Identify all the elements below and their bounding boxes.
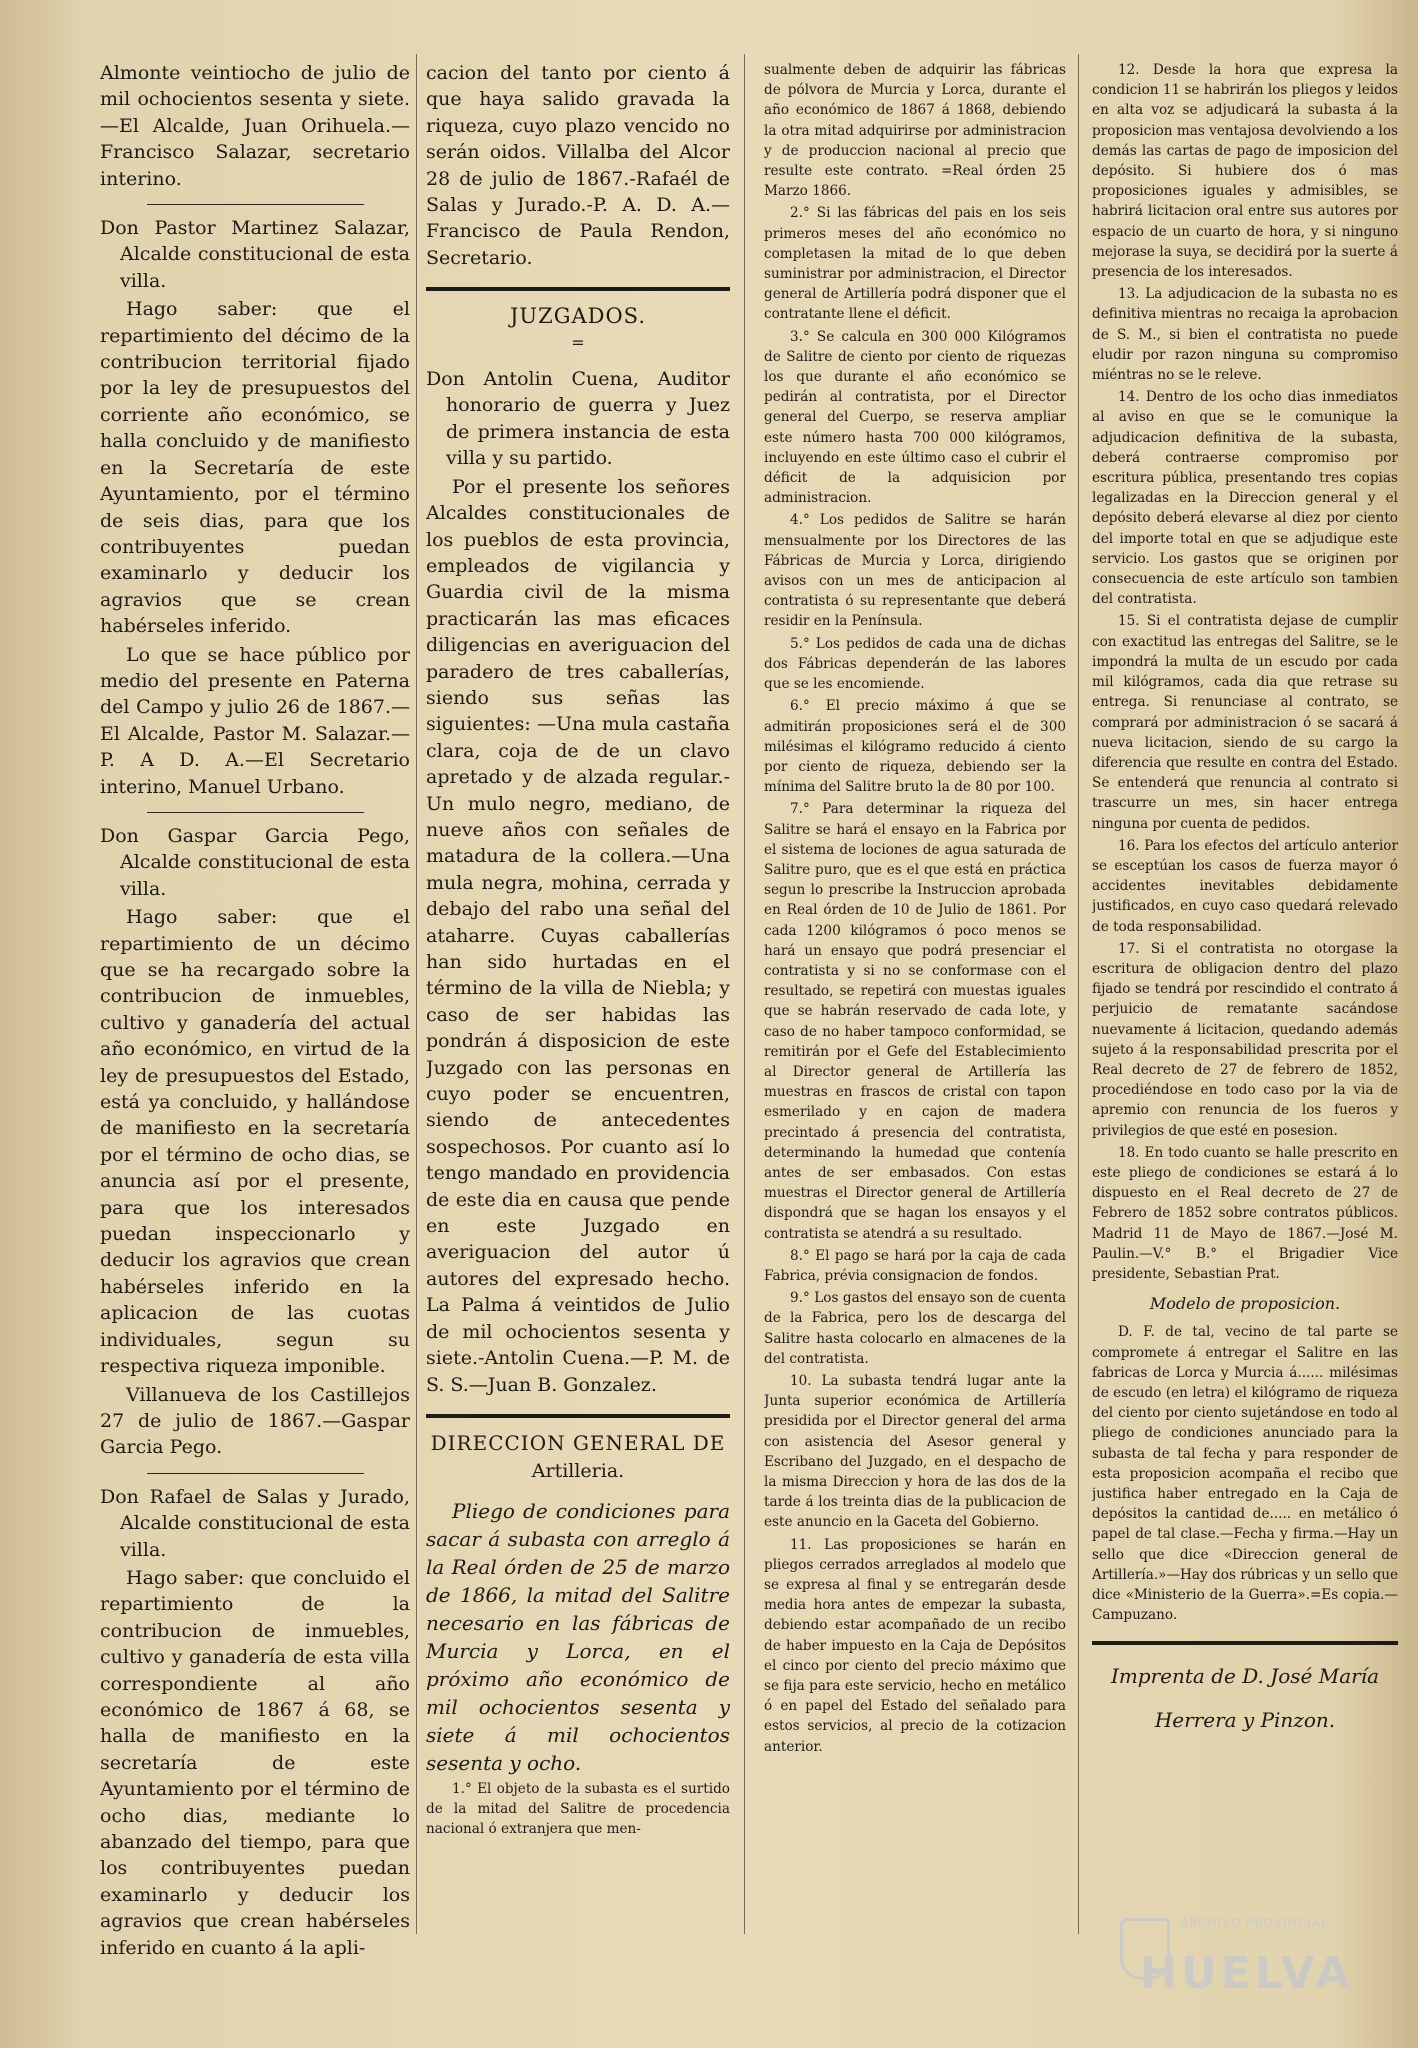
condition-4: 4.° Los pedidos de Salitre se harán mensualmente por los Directores de las Fábricas de Murcia y Lorca, dirigiendo avisos con un mes de anticipacion al contratista ó su representante que deberá residir en la Península. <box>764 512 1066 630</box>
imprenta-line-1: Imprenta de D. José María <box>1110 1664 1380 1689</box>
almonte-closing: Almonte veintiocho de julio de mil ochocientos sesenta y siete.—El Alcalde, Juan Orihuela.—Francisco Salazar, secretario interino. <box>100 62 410 190</box>
notice-paragraph: Hago saber: que el repartimiento de un décimo que se ha recargado sobre la contribucion de inmuebles, cultivo y ganadería del actual año económico, en virtud de la ley de presupuestos del Estado, está ya concluido, y hallándose de manifiesto en la secretaría por el término de ocho dias, se anuncia así por el presente, para que los interesados puedan inspeccionarlo y deducir los agravios que crean habérseles inferido en la aplicacion de las cuotas individuales, segun su respectiva riqueza imponible. <box>100 906 410 1378</box>
condition-3: 3.° Se calcula en 300 000 Kilógramos de Salitre de ciento por ciento de riquezas los que durante el año económico se pedirán al contratista, por el Director general del Cuerpo, se reserva ampliar este número hasta 700 000 kilógramos, incluyendo en este último caso el cubrir el déficit de la adquisicion por administracion. <box>764 328 1066 507</box>
juzgado-paragraph: Por el presente los señores Alcaldes constitucionales de los pueblos de esta provincia, empleados de vigilancia y Guardia civil de la misma practicarán las mas eficaces diligencias en averiguacion del paradero de tres caballerías, siendo sus señas las siguientes: —Una mula castaña clara, coja de de un clavo apretado y de alzada regular.-Un mulo negro, mediano, de nueve años con señales de matadura de la collera.—Una mula negra, mohina, cerrada y debajo del rabo una señal del ataharre. Cuyas caballerías han sido hurtadas en el término de la villa de Niebla; y caso de ser habidas las pondrán á disposicion de este Juzgado con las personas en cuyo poder se encuentren, siendo de antecedentes sospechosos. Por cuanto así lo tengo mandado en providencia de este dia en causa que pende en este Juzgado en averiguacion del autor ú autores del expresado hecho. La Palma á veintidos de Julio de mil ochocientos sesenta y siete.-Antolin Cuena.—P. M. de S. S.—Juan B. Gonzalez. <box>426 475 730 1396</box>
condition-10: 10. La subasta tendrá lugar ante la Junta superior económica de Artillería presidida por el Director general del arma con asistencia del Asesor general y Escribano del Juzgado, en el despacho de la misma Direccion y hora de las dos de la tarde á los treinta dias de la publicacion de este anuncio en la Gaceta del Gobierno. <box>764 1373 1066 1531</box>
section-heading-juzgados: JUZGADOS. <box>509 304 646 329</box>
column-rule <box>1078 54 1079 1934</box>
column-1 <box>100 60 410 1963</box>
condition-8: 8.° El pago se hará por la caja de cada Fabrica, prévia consignacion de fondos. <box>764 1247 1066 1284</box>
section-rule <box>426 1414 730 1418</box>
condition-6: 6.° El precio máximo á que se admitirán proposiciones será el de 300 milésimas el kilógramo reducido á ciento por ciento de riqueza, debiendo ser la mínima del Salitre bruto la de 80 por 100. <box>764 698 1066 796</box>
section-rule <box>1092 1641 1398 1645</box>
condition-11: 11. Las proposiciones se harán en pliegos cerrados arreglados al modelo que se expresa al final y se entregarán desde media hora antes de empezar la subasta, debiendo estar acompañado de un recibo de haber impuesto en la Caja de Depósitos el cinco por ciento del precio máximo que se fija para este servicio, hecho en metálico ó en papel del Estado del señalado para estos servicios, al precio de la cotizacion anterior. <box>764 1536 1066 1755</box>
separator <box>147 204 364 205</box>
section-rule <box>426 287 730 291</box>
condition-1: 1.° El objeto de la subasta es el surtido de la mitad del Salitre de procedencia nacional ó extranjera que men- <box>426 1780 730 1838</box>
heading-ornament: = <box>571 332 585 352</box>
villalba-notice-continued: cacion del tanto por ciento á que haya salido gravada la riqueza, cuyo plazo vencido no serán oidos. Villalba del Alcor 28 de julio de 1867.-Rafaél de Salas y Jurado.-P. A. D. A.—Francisco de Paula Rendon, Secretario. <box>426 62 730 269</box>
condition-12: 12. Desde la hora que expresa la condicion 11 se habrirán los pliegos y leidos en alta voz se adjudicará la subasta á la proposicion mas ventajosa devolviendo a los demás las cartas de pago de imposicion del depósito. Si hubiere dos ó mas proposiciones iguales y admisibles, se habrirá licitacion oral entre sus autores por espacio de un cuarto de hora, y si ninguno mejorase la suya, se decidirá por la suerte á presencia de los interesados. <box>1092 62 1398 281</box>
column-rule <box>416 54 417 1934</box>
archive-watermark <box>1120 1908 1370 2018</box>
shield-icon <box>1120 1918 1170 1980</box>
condition-17: 17. Si el contratista no otorgase la escritura de obligacion dentro del plazo fijado se tendrá por rescindido el contrato á perjuicio de rematante sacándose nuevamente á licitacion, quedando además sujeto á la responsabilidad prescrita por el Real decreto de 27 de febrero de 1852, procediéndose en todo caso por la via de apremio con renuncia de los fueros y privilegios de que esté en posesion. <box>1092 940 1398 1139</box>
section-heading-direccion: DIRECCION GENERAL DE <box>430 1430 726 1455</box>
notice-paragraph: Hago saber: que el repartimiento del décimo de la contribucion territorial fijado por la ley de presupuestos del corriente año económico, se halla concluido y de manifiesto en la Secretaría de este Ayuntamiento, por el término de seis dias, para que los contribuyentes puedan examinarlo y deducir los agravios que se crean habérseles inferido. <box>100 298 410 638</box>
modelo-heading: Modelo de proposicion. <box>1149 1294 1341 1314</box>
column-4 <box>1092 60 1398 1739</box>
section-subheading-artilleria: Artilleria. <box>531 1460 625 1483</box>
condition-13: 13. La adjudicacion de la subasta no es definitiva mientras no recaiga la aprobacion de S. M., si bien el contratista no puede eludir por razon ninguna su compromiso miéntras no se le releve. <box>1092 286 1398 384</box>
notice-paragraph: Hago saber: que concluido el repartimiento de la contribucion de inmuebles, cultivo y ganadería de esta villa correspondiente al año económico de 1867 á 68, se halla de manifiesto en la secretaría de este Ayuntamiento por el término de ocho dias, mediante lo abanzado del tiempo, para que los contribuyentes puedan examinarlo y deducir los agravios que crean habérseles inferido en cuanto á la apli- <box>100 1566 410 1959</box>
notice-heading: Don Gaspar Garcia Pego, Alcalde constitucional de esta villa. <box>100 824 410 900</box>
condition-14: 14. Dentro de los ocho dias inmediatos al aviso en que se le comunique la adjudicacion definitiva de la subasta, deberá contraerse compromiso por escritura pública, presentando tres copias legalizadas en la Direccion general y el depósito deberá elevarse al diez por ciento del importe total en que se adjudique este servicio. Los gastos que se originen por consecuencia de este artículo son tambien del contratista. <box>1092 389 1398 608</box>
column-2 <box>426 60 730 1841</box>
condition-16: 16. Para los efectos del artículo anterior se esceptúan los casos de fuerza mayor ó accidentes inevitables debidamente justificados, en cuyo caso quedará relevado de toda responsabilidad. <box>1092 837 1398 935</box>
condition-18: 18. En todo cuanto se halle prescrito en este pliego de condiciones se estará á lo dispuesto en el Real decreto de 27 de Febrero de 1852 sobre contratos públicos. Madrid 11 de Mayo de 1867.—José M. Paulin.—V.° B.° el Brigadier Vice presidente, Sebastian Prat. <box>1092 1144 1398 1282</box>
condition-15: 15. Si el contratista dejase de cumplir con exactitud las entregas del Salitre, se le impondrá la multa de un escudo por cada mil kilógramos, cada dia que retrase su entrega. Si renunciase al contrato, se comprará por administracion ó se sacará á nueva licitacion, siendo de su cargo la diferencia que resulte en contra del Estado. Se entenderá que renuncia al contrato si trascurre un mes, sin hacer entrega ninguna por cuenta de pedidos. <box>1092 613 1398 832</box>
modelo-text: D. F. de tal, vecino de tal parte se compromete á entregar el Salitre en las fabricas de Lorca y Murcia á...... milésimas de escudo (en letra) el kilógramo de riqueza del ciento por ciento sujetándose en todo al pliego de condiciones anunciado para la subasta de tal fecha y para responder de esta proposicion acompaña el recibo que justifica haber entregado en la Caja de depósitos la cantidad de..... en metálico ó papel de tal clase.—Fecha y firma.—Hay un sello que dice «Direccion general de Artillería.»—Hay dos rúbricas y un sello que dice «Ministerio de la Guerra».=Es copia.—Campuzano. <box>1092 1324 1398 1624</box>
watermark-top-text: ARCHIVO PROVINCIAL <box>1180 1916 1329 1930</box>
notice-heading: Don Pastor Martinez Salazar, Alcalde constitucional de esta villa. <box>100 217 410 292</box>
condition-2: 2.° Si las fábricas del pais en los seis primeros meses del año económico no completasen la mitad de lo que deben suministrar por administracion, el Director general de Artillería podrá disponer que el contratante llene el déficit. <box>764 205 1066 323</box>
notice-closing: Lo que se hace público por medio del presente en Paterna del Campo y julio 26 de 1867.—El Alcalde, Pastor M. Salazar.—P. A D. A.—El Secretario interino, Manuel Urbano. <box>100 643 410 798</box>
condition-1-continued: sualmente deben de adquirir las fábricas de pólvora de Murcia y Lorca, durante el año económico de 1867 á 1868, debiendo la otra mitad adquirirse por administracion y de produccion nacional al precio que resulte este contrato. =Real órden 25 Marzo 1866. <box>764 62 1066 200</box>
imprenta-line-2: Herrera y Pinzon. <box>1154 1708 1336 1733</box>
column-rule <box>744 54 745 1934</box>
condition-9: 9.° Los gastos del ensayo son de cuenta de la Fabrica, pero los de descarga del Salitre hasta colocarlo en almacenes de la del contratista. <box>764 1290 1066 1367</box>
notice-heading: Don Rafael de Salas y Jurado, Alcalde constitucional de esta villa. <box>100 1485 410 1561</box>
watermark-huelva: HUELVA <box>1140 1948 1354 1999</box>
separator <box>147 1473 364 1474</box>
juzgado-heading: Don Antolin Cuena, Auditor honorario de guerra y Juez de primera instancia de esta villa y su partido. <box>426 368 730 470</box>
pliego-title: Pliego de condiciones para sacar á subasta con arreglo á la Real órden de 25 de marzo de 1866, la mitad del Salitre necesario en las fábricas de Murcia y Lorca, en el próximo año económico de mil ochocientos sesenta y siete á mil ochocientos sesenta y ocho. <box>426 1498 730 1775</box>
column-3 <box>764 60 1066 1759</box>
separator <box>147 812 364 813</box>
condition-7: 7.° Para determinar la riqueza del Salitre se hará el ensayo en la Fabrica por el sistema de lociones de agua saturada de Salitre puro, que es el que está en práctica segun lo prescribe la Instruccion aprobada en Real órden de 10 de Julio de 1861. Por cada 1200 kilógramos ó poco menos se hará un ensayo que podrá presenciar el contratista y si no se conformase con el resultado, se repetirá con muestas iguales que se habrán reservado de cada lote, y caso de no haber tampoco conformidad, se remitirán por el Gefe del Establecimiento al Director general de Artillería las muestras en frascos de cristal con tapon esmerilado y en cajon de madera precintado á presencia del contratista, determinando la humedad que contenía antes de ser embasados. Con estas muestras el Director general de Artillería dispondrá que se hagan los ensayos y el contratista se atendrá a su resultado. <box>764 801 1066 1242</box>
condition-5: 5.° Los pedidos de cada una de dichas dos Fábricas dependerán de las labores que se les encomiende. <box>764 635 1066 693</box>
notice-closing: Villanueva de los Castillejos 27 de julio de 1867.—Gaspar Garcia Pego. <box>100 1383 410 1459</box>
